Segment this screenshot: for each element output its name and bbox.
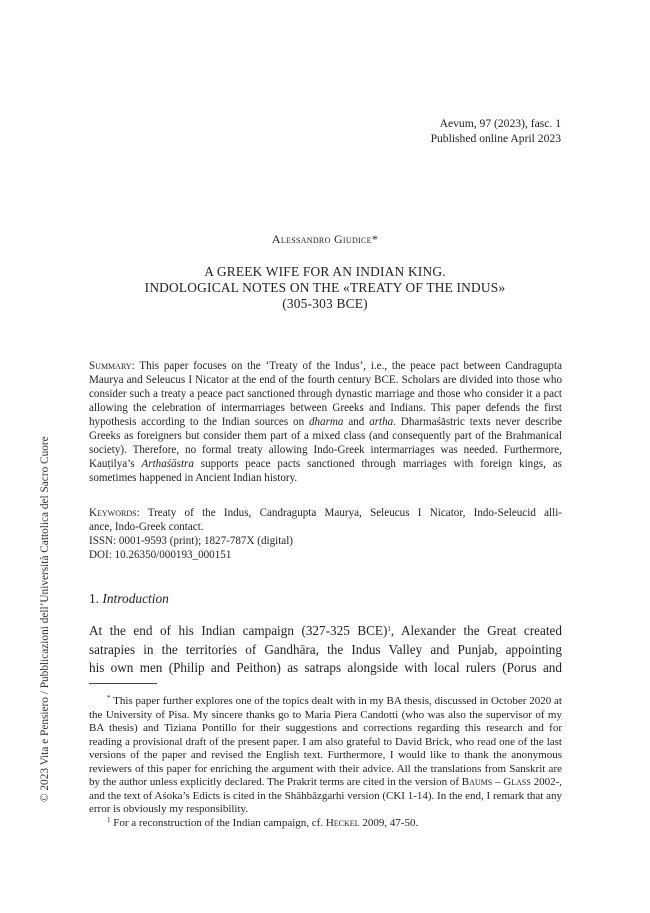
footnote-star xyxy=(89,695,562,817)
doi: DOI: 10.26350/000193_000151 xyxy=(89,549,232,562)
keywords-label: Keywords: xyxy=(89,507,140,519)
footnote-text: For a reconstruction of the Indian campaign, cf. xyxy=(110,816,326,829)
title-line: A GREEK WIFE FOR AN INDIAN KING. xyxy=(204,264,446,279)
issn: ISSN: 0001-9593 (print); 1827-787X (digital) xyxy=(89,535,293,548)
summary-emphasis: artha xyxy=(369,416,394,429)
paper-title xyxy=(0,264,650,312)
keywords-line: ance, Indo-Greek contact. xyxy=(89,521,204,534)
section-number: 1. xyxy=(89,591,100,606)
footnote-1 xyxy=(89,817,562,831)
citation-author: Baums – Glass xyxy=(461,776,531,788)
abstract xyxy=(89,359,562,485)
summary-text: . Dharmaśāstric texts never describe Greeks as foreigners but consider them part of a mixed class (and consequently part of the Brahmanical society). Therefore, no formal treaty allowing Indo-Greek intermarriages was needed. Furthermore, Kauṭilya’s xyxy=(89,416,562,471)
keywords-line xyxy=(89,506,562,520)
footnote-mark: 1 xyxy=(107,815,111,824)
footnote-mark: * xyxy=(107,694,111,702)
summary-text: and xyxy=(343,416,370,429)
citation-author: Heckel xyxy=(325,816,360,829)
summary-text: This paper focuses on the ‘Treaty of the Indus’, i.e., the peace pact between Candragupta Maurya and Seleucus I Nicator at the end of the fourth century BCE. Scholars are divided into those who consider such a treaty a peace pact sanctioned through dynastic marriage and those who consider it a pact allowing the celebration of intermarriages between Greeks and Indians. This paper defends the first hypothesis according to the Indian sources on xyxy=(89,360,562,429)
footnote-ref[interactable]: 1 xyxy=(387,625,391,633)
journal-info xyxy=(431,117,561,146)
keywords-block xyxy=(89,506,562,562)
body-line-text: At the end of his Indian campaign (327-325 BCE) xyxy=(89,623,388,638)
body-line: his own men (Philip and Peithon) as satraps alongside with local rulers (Porus and xyxy=(89,660,562,676)
journal-issue: Aevum, 97 (2023), fasc. 1 xyxy=(439,117,561,130)
footnote-text: 2009, 47-50. xyxy=(359,816,419,829)
footnote-text: This paper further explores one of the topics dealt with in my BA thesis, discussed in October 2020 at the University of Pisa. My sincere thanks go to Maria Piera Candotti (who was also the supervisor of my BA thesis) and Tiziana Pontillo for their suggestions and corrections regarding this research and for reading a provisional draft of the present paper. I am also grateful to David Brick, who read one of the last versions of the paper and revised the English text. Furthermore, I would like to thank the anonymous reviewers of this paper for enriching the argument with their advice. All the translations from Sanskrit are by the author unless explicitly declared. The Prakrit terms are cited in the version of xyxy=(89,695,562,788)
author-name: Alessandro Giudice* xyxy=(271,232,379,246)
body-line-text: , Alexander the Great created xyxy=(390,623,562,638)
title-line: INDOLOGICAL NOTES ON THE «TREATY OF THE INDUS» xyxy=(144,280,506,295)
keywords-text: Treaty of the Indus, Candragupta Maurya, Seleucus I Nicator, Indo-Seleucid alli- xyxy=(139,507,562,519)
body-text xyxy=(89,622,562,678)
summary-text: supports peace pacts sanctioned through marriages with foreign kings, as sometimes happened in Ancient Indian history. xyxy=(89,458,562,485)
section-heading xyxy=(89,591,169,607)
footnotes xyxy=(89,695,562,830)
summary-label: Summary: xyxy=(89,360,135,372)
publication-date: Published online April 2023 xyxy=(430,131,561,145)
body-line: satrapies in the territories of Gandhāra, the Indus Valley and Punjab, appointing xyxy=(89,641,562,657)
summary-emphasis: Arthaśāstra xyxy=(141,458,194,471)
body-line xyxy=(89,622,562,641)
section-title: Introduction xyxy=(102,591,169,606)
footnote-divider xyxy=(89,683,157,684)
title-line: (305-303 BCE) xyxy=(282,296,368,311)
footnote-text: 2002-, and the text of Aśoka’s Edicts is cited in the Shāhbāzgarhi version (CKI 1-14). In the end, I remark that any error is obviously my responsibility. xyxy=(89,776,562,815)
summary-emphasis: dharma xyxy=(308,416,344,429)
copyright-sidebar: © 2023 Vita e Pensiero / Pubblicazioni dell’Università Cattolica del Sacro Cuore xyxy=(39,436,51,802)
